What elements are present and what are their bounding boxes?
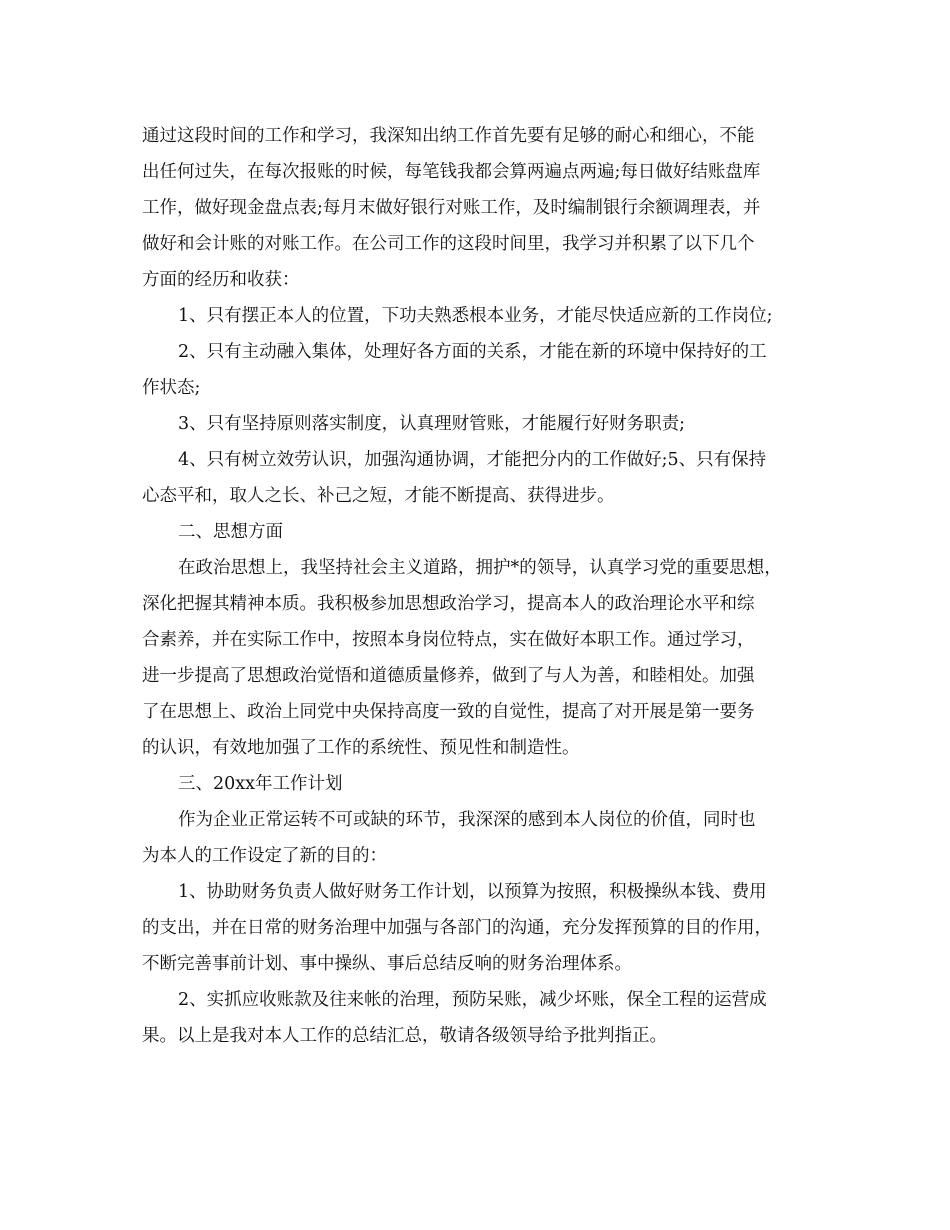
text-line: 出任何过失，在每次报账的时候，每笔钱我都会算两遍点两遍;每日做好结账盘库 (142, 162, 761, 182)
text-line: 了在思想上、政治上同党中央保持高度一致的自觉性，提高了对开展是第一要务 (142, 702, 755, 722)
text-line: 合素养，并在实际工作中，按照本身岗位特点，实在做好本职工作。通过学习， (142, 630, 755, 650)
text-line: 作状态; (142, 378, 201, 398)
list-item-2: 2、只有主动融入集体，处理好各方面的关系，才能在新的环境中保持好的工 (178, 342, 767, 362)
text-line: 心态平和，取人之长、补己之短，才能不断提高、获得进步。 (142, 486, 615, 506)
list-item-3: 3、只有坚持原则落实制度，认真理财管账，才能履行好财务职责; (178, 414, 686, 434)
section-heading-3: 三、20xx年工作计划 (178, 774, 343, 794)
text-line: 进一步提高了思想政治觉悟和道德质量修养，做到了与人为善，和睦相处。加强 (142, 666, 755, 686)
list-item-1: 1、只有摆正本人的位置，下功夫熟悉根本业务，才能尽快适应新的工作岗位; (178, 306, 773, 326)
paragraph-start: 在政治思想上，我坚持社会主义道路，拥护*的领导，认真学习党的重要思想， (178, 558, 782, 578)
text-line: 果。以上是我对本人工作的总结汇总，敬请各级领导给予批判指正。 (142, 1026, 667, 1046)
text-line: 深化把握其精神本质。我积极参加思想政治学习，提高本人的政治理论水平和综 (142, 594, 755, 614)
list-item-4: 4、只有树立效劳认识，加强沟通协调，才能把分内的工作做好;5、只有保持 (178, 450, 767, 470)
text-line: 方面的经历和收获： (142, 270, 300, 290)
text-line: 做好和会计账的对账工作。在公司工作的这段时间里，我学习并积累了以下几个 (142, 234, 755, 254)
text-line: 为本人的工作设定了新的目的： (142, 846, 387, 866)
plan-item-2: 2、实抓应收账款及往来帐的治理，预防呆账，减少坏账，保全工程的运营成 (178, 990, 767, 1010)
text-line: 不断完善事前计划、事中操纵、事后总结反响的财务治理体系。 (142, 954, 632, 974)
document-body (142, 118, 814, 1054)
plan-item-1: 1、协助财务负责人做好财务工作计划，以预算为按照，积极操纵本钱、费用 (178, 882, 767, 902)
paragraph-start: 作为企业正常运转不可或缺的环节，我深深的感到本人岗位的价值，同时也 (178, 810, 756, 830)
text-line: 的支出，并在日常的财务治理中加强与各部门的沟通，充分发挥预算的目的作用， (142, 918, 772, 938)
section-heading-2: 二、思想方面 (178, 522, 283, 542)
text-line: 通过这段时间的工作和学习，我深知出纳工作首先要有足够的耐心和细心，不能 (142, 126, 755, 146)
text-line: 工作，做好现金盘点表;每月末做好银行对账工作，及时编制银行余额调理表，并 (142, 198, 761, 218)
text-line: 的认识，有效地加强了工作的系统性、预见性和制造性。 (142, 738, 580, 758)
